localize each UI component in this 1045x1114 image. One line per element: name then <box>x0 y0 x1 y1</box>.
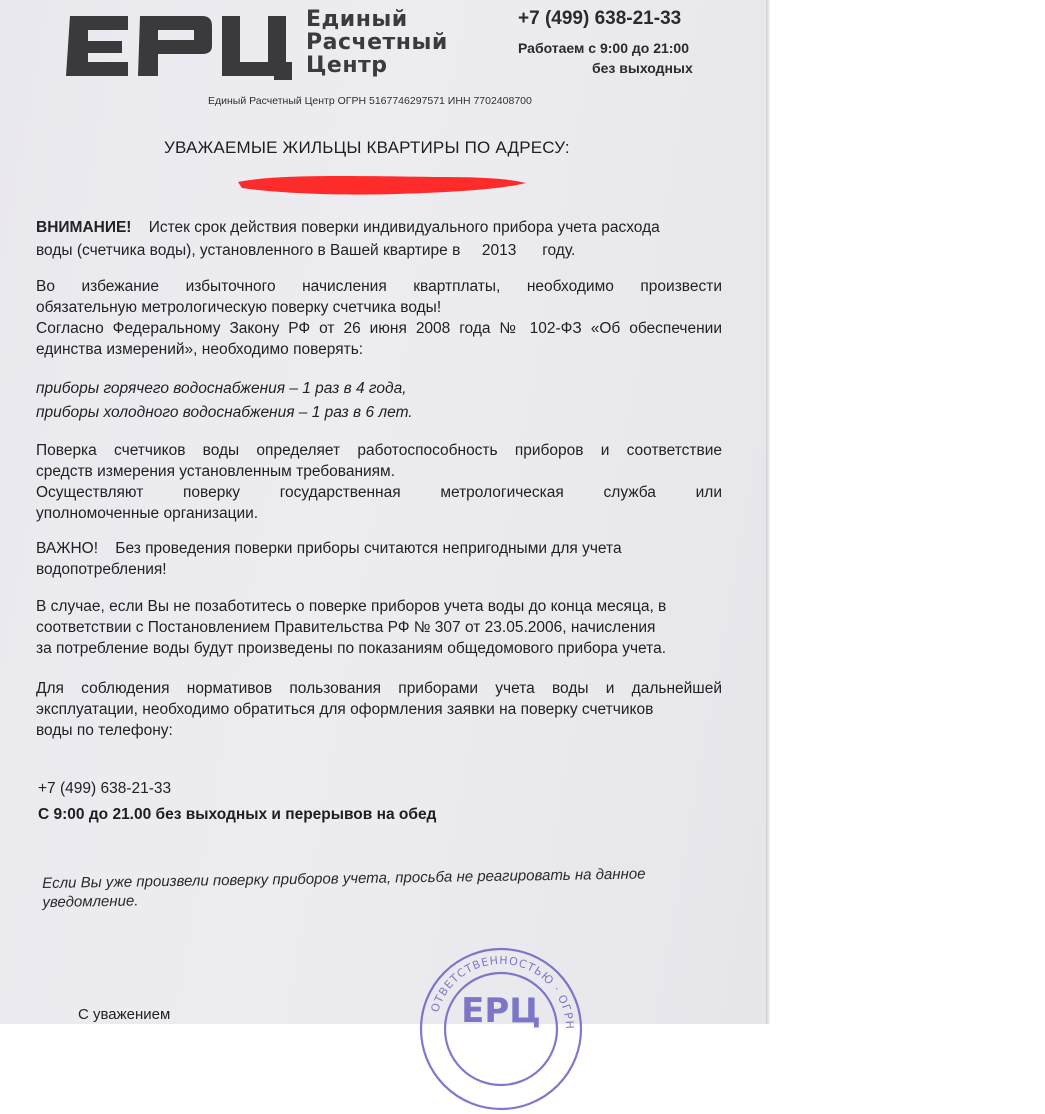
header-hours-line-1: Работаем с 9:00 до 21:00 <box>518 40 690 56</box>
page-edge-shadow <box>766 0 770 1024</box>
header-hours <box>518 38 693 78</box>
company-name-line-2: Расчетный <box>306 30 448 55</box>
attention-paragraph <box>36 217 722 261</box>
attention-text-2b: году. <box>542 242 576 259</box>
paragraph-line: В случае, если Вы не позаботитесь о поверке приборов учета воды до конца месяца, в <box>36 598 667 615</box>
stamp-letters: ЕРЦ <box>461 991 541 1031</box>
salutation: УВАЖАЕМЫЕ ЖИЛЬЦЫ КВАРТИРЫ ПО АДРЕСУ: <box>164 138 570 157</box>
paragraph-line: Во избежание избыточного начисления квартплаты, необходимо произвести <box>36 278 722 295</box>
contact-hours: С 9:00 до 21.00 без выходных и перерывов на обед <box>38 806 437 823</box>
paragraph-line: Осуществляют поверку государственная метрологическая служба или <box>36 484 722 501</box>
header-phone: +7 (499) 638-21-33 <box>518 8 682 29</box>
stamp-ring-text: ОТВЕТСТВЕННОСТЬЮ · ОГРН <box>428 953 577 1031</box>
paragraph-line: Поверка счетчиков воды определяет работоспособность приборов и соответствие <box>36 442 722 459</box>
note-line-2: уведомление. <box>42 892 139 911</box>
paragraph-line: Согласно Федеральному Закону РФ от 26 июня 2008 года № 102-ФЗ «Об обеспечении <box>36 320 722 337</box>
important-text-1: Без проведения поверки приборы считаются непригодными для учета <box>115 540 622 557</box>
disclaimer-note <box>42 863 723 912</box>
company-stamp <box>416 944 586 1114</box>
important-line-1 <box>36 538 722 559</box>
attention-label: ВНИМАНИЕ! <box>36 219 132 236</box>
contact-phone: +7 (499) 638-21-33 <box>38 780 172 797</box>
paragraph-line: соответствии с Постановлением Правительства РФ № 307 от 23.05.2006, начисления <box>36 619 656 636</box>
paragraph-line: эксплуатации, необходимо обратиться для оформления заявки на поверку счетчиков <box>36 701 654 718</box>
important-text-2: водопотребления! <box>36 561 167 578</box>
interval-cold-water: приборы холодного водоснабжения – 1 раз в 6 лет. <box>36 404 413 421</box>
attention-line-2 <box>36 240 722 261</box>
attention-text-2a: воды (счетчика воды), установленного в Вашей квартире в <box>36 242 461 259</box>
attention-line-1 <box>36 217 722 238</box>
verification-intervals <box>36 378 722 423</box>
paragraph-line: уполномоченные организации. <box>36 505 259 522</box>
paragraph-line: воды по телефону: <box>36 722 173 739</box>
note-line-1: Если Вы уже произвели поверку приборов учета, просьба не реагировать на данное <box>42 865 646 892</box>
company-logo <box>62 10 294 82</box>
paragraph-line: обязательную метрологическую поверку счетчика воды! <box>36 299 442 316</box>
paragraph-consequences <box>36 596 722 659</box>
paragraph-verification-law <box>36 276 722 360</box>
company-name <box>306 8 496 77</box>
company-name-line-1: Единый <box>306 7 408 32</box>
paragraph-line: Для соблюдения нормативов пользования приборами учета воды и дальнейшей <box>36 680 722 697</box>
paragraph-verification-purpose <box>36 440 722 524</box>
interval-hot-water: приборы горячего водоснабжения – 1 раз в 4 года, <box>36 380 407 397</box>
header-hours-line-2: без выходных <box>592 60 693 76</box>
legal-details: Единый Расчетный Центр ОГРН 5167746297571 ИНН 7702408700 <box>208 95 532 107</box>
important-paragraph <box>36 538 722 580</box>
attention-year: 2013 <box>481 242 517 259</box>
signoff: С уважением <box>78 1006 171 1023</box>
paragraph-line: за потребление воды будут произведены по показаниям общедомового прибора учета. <box>36 640 666 657</box>
attention-text-1: Истек срок действия поверки индивидуального прибора учета расхода <box>148 219 660 236</box>
paragraph-contact-request <box>36 678 722 741</box>
important-label: ВАЖНО! <box>36 540 99 557</box>
paragraph-line: единства измерений», необходимо поверять: <box>36 341 364 358</box>
company-name-line-3: Центр <box>306 53 388 78</box>
paragraph-line: средств измерения установленным требованиям. <box>36 463 396 480</box>
redacted-address-mark <box>236 170 528 200</box>
